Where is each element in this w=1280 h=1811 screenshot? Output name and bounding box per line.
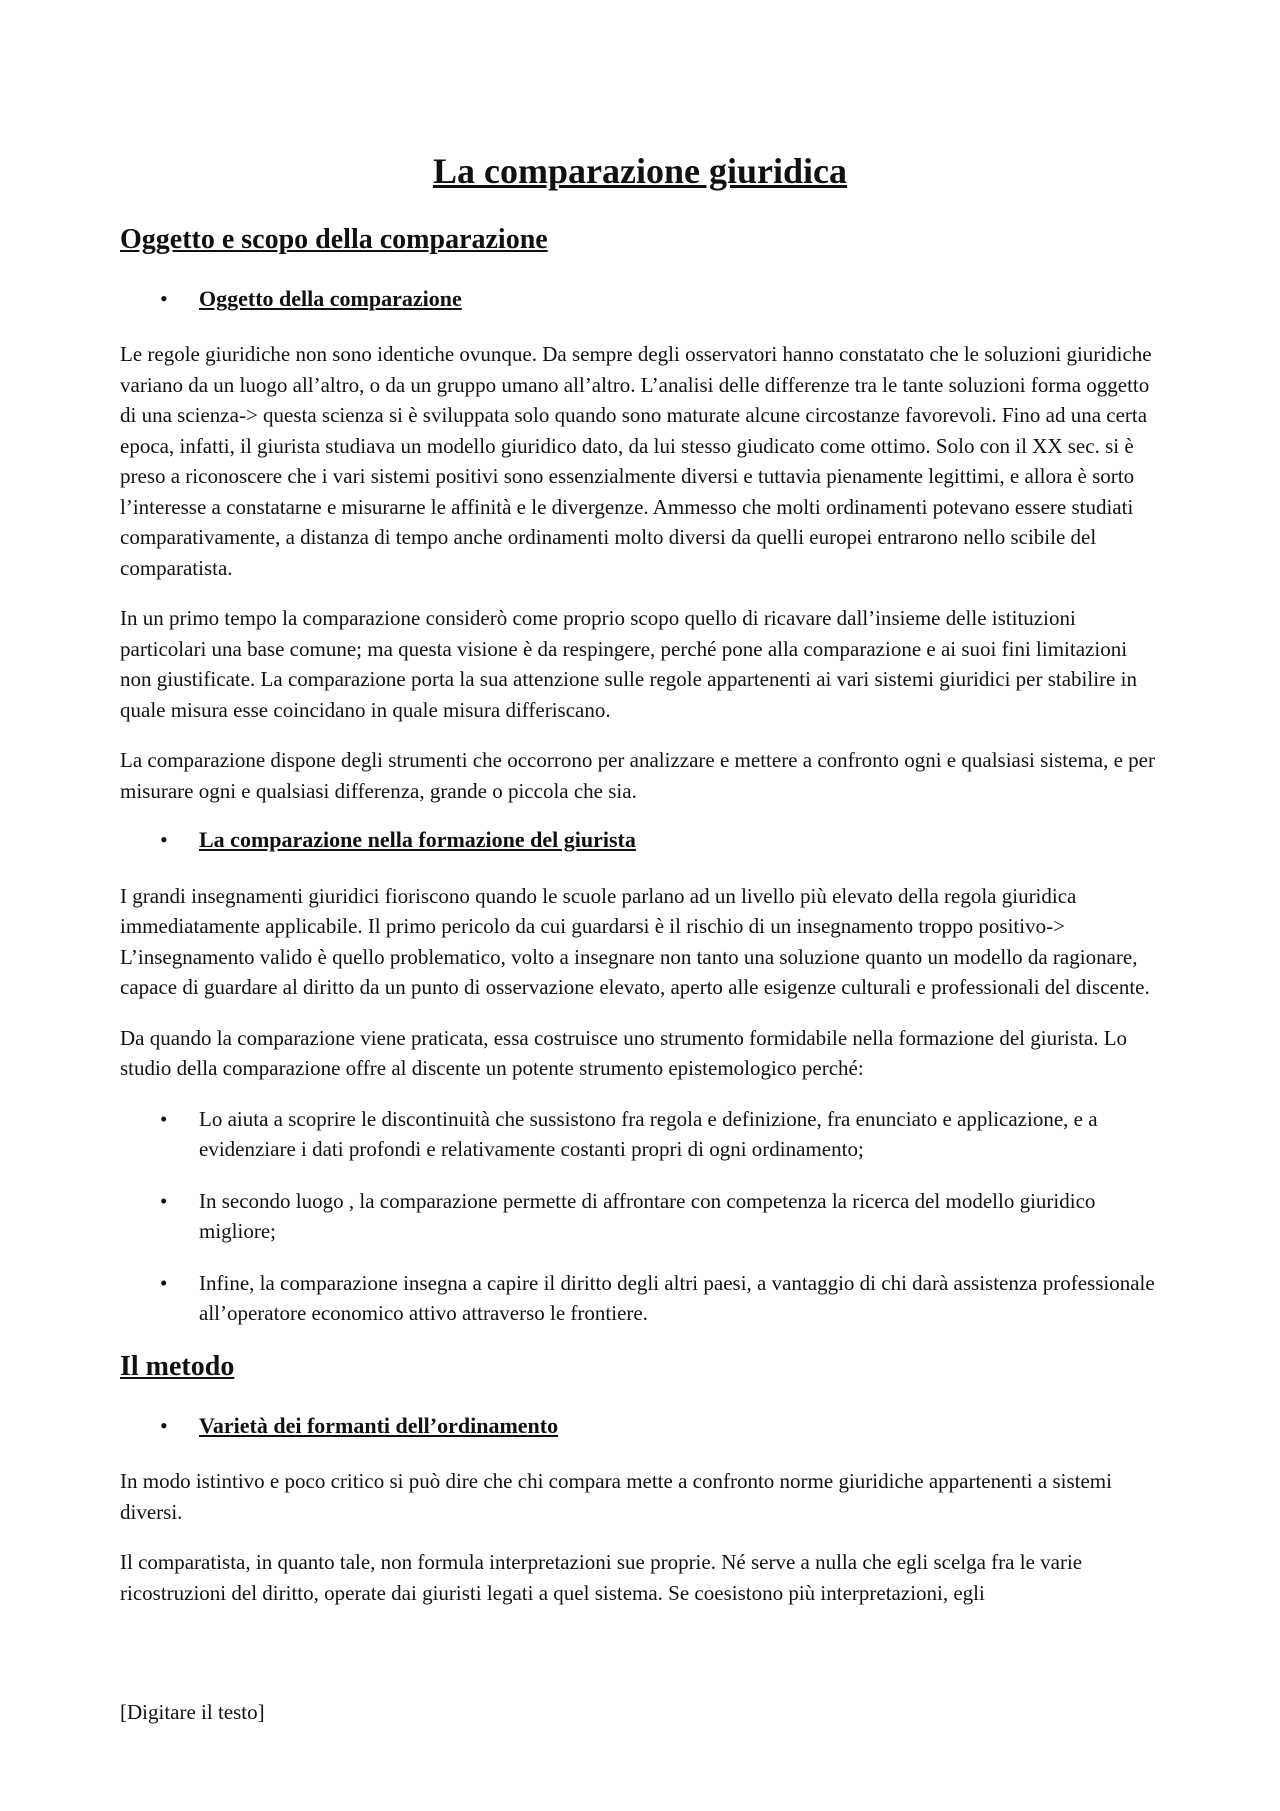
bullet-icon: •	[160, 1270, 168, 1295]
subheading-formazione	[120, 826, 1160, 855]
list-item-text: Lo aiuta a scoprire le discontinuità che sussistono fra regola e definizione, fra enunciato e applicazione, e a evidenziare i dati profondi e relativamente costanti propri di ogni ordinamento;	[199, 1106, 1098, 1162]
list-item	[120, 1104, 1160, 1165]
paragraph: Da quando la comparazione viene praticata, essa costruisce uno strumento formidabile nella formazione del giurista. Lo studio della comparazione offre al discente un potente strumento epistemologico perché:	[120, 1025, 1128, 1081]
list-item	[120, 1186, 1160, 1247]
subheading-formanti	[120, 1412, 1160, 1441]
list-item-text: In secondo luogo , la comparazione permette di affrontare con competenza la ricerca del modello giuridico migliore;	[199, 1188, 1096, 1244]
subheading-label: La comparazione nella formazione del giurista	[199, 827, 636, 853]
bullet-icon: •	[160, 1412, 168, 1438]
list-item-text: Infine, la comparazione insegna a capire il diritto degli altri paesi, a vantaggio di chi darà assistenza professionale all’operatore economico attivo attraverso le frontiere.	[199, 1270, 1155, 1326]
bullet-icon: •	[160, 827, 168, 853]
list-item	[120, 1268, 1160, 1329]
bullet-icon: •	[160, 285, 168, 311]
paragraph: In modo istintivo e poco critico si può dire che chi compara mette a confronto norme giuridiche appartenenti a sistemi diversi.	[120, 1469, 1112, 1524]
subheading-label: Oggetto della comparazione	[199, 285, 462, 311]
paragraph: I grandi insegnamenti giuridici fioriscono quando le scuole parlano ad un livello più elevato della regola giuridica immediatamente applicabile. Il primo pericolo da cui guardarsi è il rischio di un insegnamento troppo positivo-> L’insegnamento valido è quello problematico, volto a insegnare non tanto una soluzione quanto un modello da ragionare, capace di guardare al diritto da un punto di osservazione elevato, aperto alle esigenze culturali e professionali del discente.	[120, 883, 1150, 1000]
bullet-icon: •	[160, 1106, 168, 1131]
paragraph: In un primo tempo la comparazione considerò come proprio scopo quello di ricavare dall’insieme delle istituzioni particolari una base comune; ma questa visione è da respingere, perché pone alla comparazione e ai suoi fini limitazioni non giustificate. La comparazione porta la sua attenzione sulle regole appartenenti ai vari sistemi giuridici per stabilire in quale misura esse coincidano in quale misura differiscano.	[120, 606, 1137, 722]
subheading-oggetto	[120, 285, 1160, 314]
section-heading-oggetto: Oggetto e scopo della comparazione	[120, 224, 548, 256]
footer-placeholder: [Digitare il testo]	[120, 1700, 265, 1724]
paragraph: La comparazione dispone degli strumenti che occorrono per analizzare e mettere a confronto ogni e qualsiasi sistema, e per misurare ogni e qualsiasi differenza, grande o piccola che sia.	[120, 748, 1155, 803]
paragraph: Il comparatista, in quanto tale, non formula interpretazioni sue proprie. Né serve a nulla che egli scelga fra le varie ricostruzioni del diritto, operate dai giuristi legati a quel sistema. Se coesistono più interpretazioni, egli	[120, 1550, 1083, 1605]
bullet-icon: •	[160, 1188, 168, 1213]
bullet-list	[120, 1104, 1160, 1329]
document-title: La comparazione giuridica	[433, 151, 847, 191]
subheading-label: Varietà dei formanti dell’ordinamento	[199, 1412, 559, 1438]
document-body	[120, 150, 1160, 1628]
paragraph: Le regole giuridiche non sono identiche ovunque. Da sempre degli osservatori hanno constatato che le soluzioni giuridiche variano da un luogo all’altro, o da un gruppo umano all’altro. L’analisi delle differenze tra le tante soluzioni forma oggetto di una scienza-> questa scienza si è sviluppata solo quando sono maturate alcune circostanze favorevoli. Fino ad una certa epoca, infatti, il giurista studiava un modello giuridico dato, da lui stesso giudicato come ottimo. Solo con il XX sec. si è preso a riconoscere che i vari sistemi positivi sono essenzialmente diversi e tuttavia pienamente legittimi, e allora è sorto l’interesse a constatarne e misurarne le affinità e le divergenze. Ammesso che molti ordinamenti potevano essere studiati comparativamente, a distanza di tempo anche ordinamenti molto diversi da quelli europei entrarono nello scibile del comparatista.	[120, 342, 1152, 580]
section-heading-metodo: Il metodo	[120, 1350, 235, 1382]
